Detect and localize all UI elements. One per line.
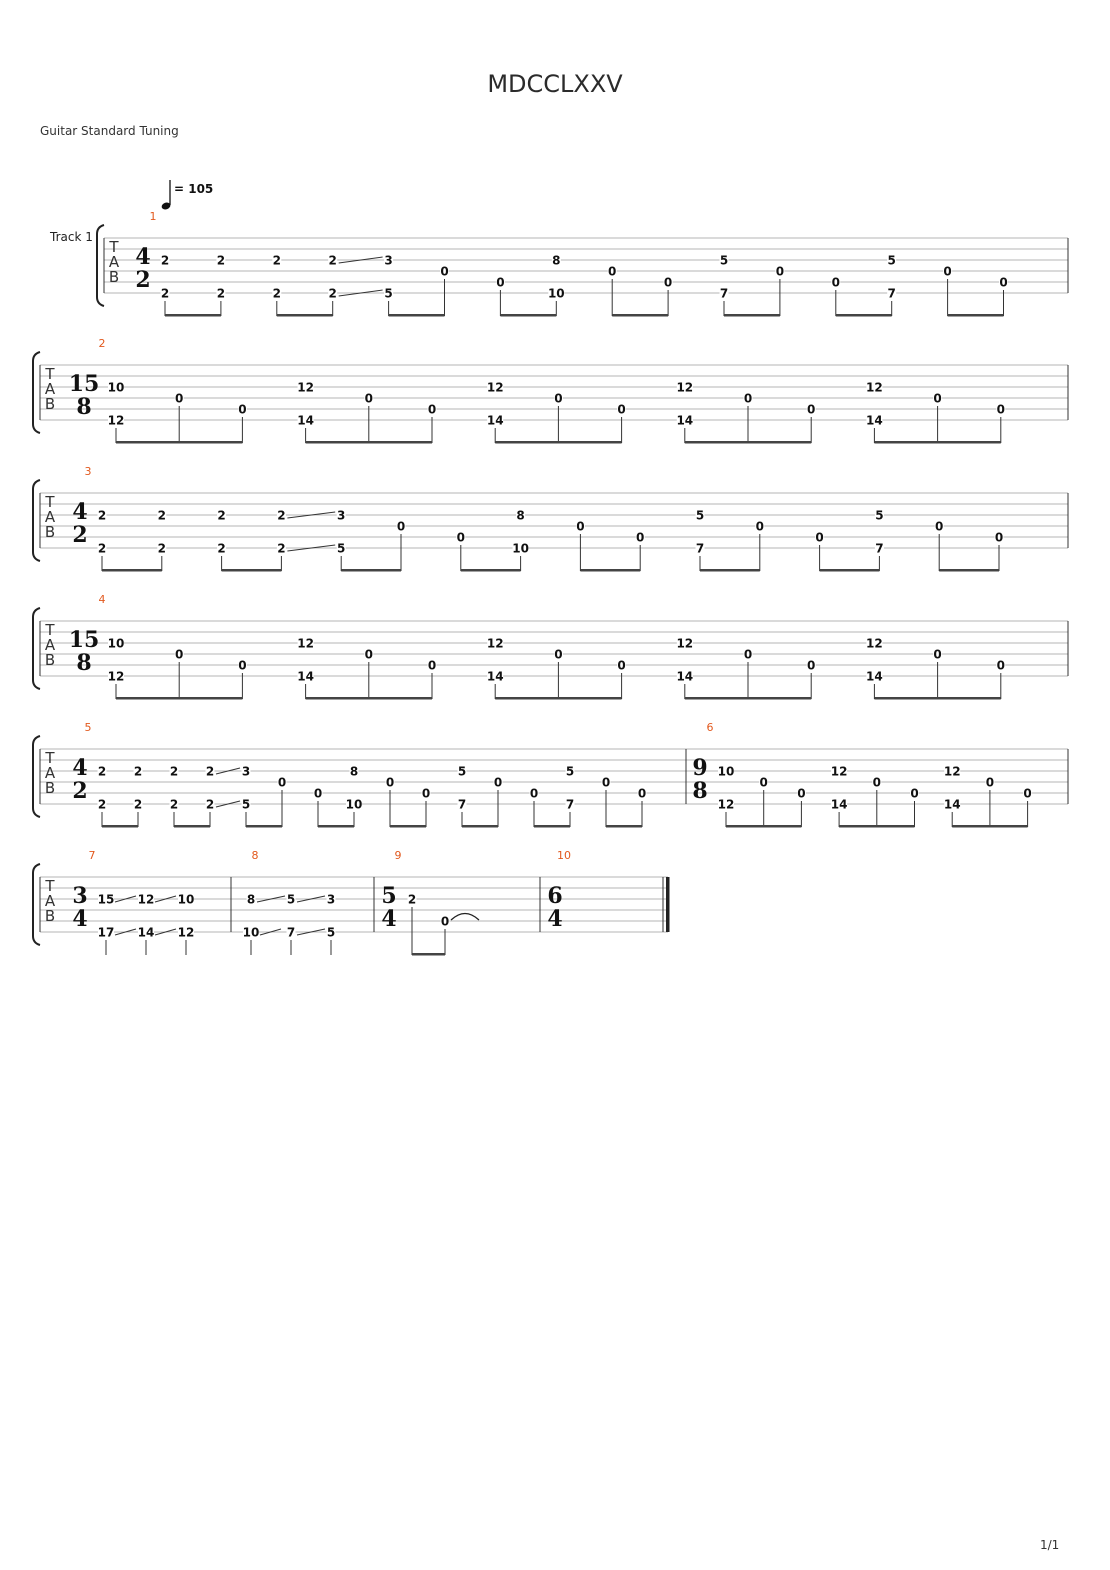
fret-number: 2 [157, 508, 166, 523]
fret-number: 14 [676, 413, 694, 428]
system-bracket [33, 736, 40, 817]
fret-number: 14 [866, 413, 883, 428]
beam [820, 569, 880, 572]
system-bracket [97, 225, 104, 306]
fret-number: 12 [830, 764, 848, 779]
beam [412, 953, 445, 956]
fret-number: 5 [565, 764, 575, 779]
beam [939, 569, 999, 572]
time-signature-bottom: 4 [72, 906, 88, 932]
bar-number: 7 [88, 849, 96, 862]
fret-number: 2 [169, 797, 179, 812]
beam [306, 697, 432, 700]
fret-number: 2 [157, 541, 166, 556]
fret-number: 14 [866, 669, 883, 684]
fret-number: 0 [617, 658, 626, 673]
fret-number: 2 [277, 508, 286, 523]
time-signature-bottom: 2 [135, 267, 151, 293]
time-signature-top: 9 [692, 755, 708, 781]
tab-clef-letter: T [45, 621, 55, 639]
fret-number: 12 [486, 636, 504, 651]
time-signature-bottom: 2 [72, 778, 88, 804]
fret-number: 0 [933, 647, 942, 662]
fret-number: 12 [486, 380, 504, 395]
fret-number: 0 [421, 786, 431, 801]
bar-number: 10 [557, 849, 571, 862]
fret-number: 0 [815, 530, 824, 545]
fret-number: 12 [177, 925, 195, 940]
tempo-marking [161, 180, 214, 211]
fret-number: 17 [97, 925, 115, 940]
fret-number: 0 [554, 391, 563, 406]
fret-number: 0 [943, 264, 952, 279]
fret-number: 0 [807, 402, 816, 417]
fret-number: 12 [943, 764, 961, 779]
fret-number: 10 [242, 925, 260, 940]
bar-number: 1 [149, 210, 157, 223]
fret-number: 3 [384, 253, 393, 268]
fret-number: 2 [97, 797, 107, 812]
tab-clef-letter: B [44, 779, 56, 797]
fret-number: 0 [456, 530, 465, 545]
fret-number: 0 [493, 775, 503, 790]
time-signature-bottom: 8 [76, 394, 92, 420]
beam [685, 441, 811, 444]
fret-number: 12 [297, 380, 314, 395]
fret-number: 12 [676, 636, 694, 651]
page-number: 1/1 [1040, 1538, 1060, 1552]
fret-number: 0 [427, 658, 437, 673]
fret-number: 5 [384, 286, 393, 301]
tempo-value: = 105 [174, 182, 214, 196]
fret-number: 0 [994, 530, 1004, 545]
fret-number: 0 [910, 786, 919, 801]
fret-number: 5 [337, 541, 346, 556]
tie-arc [451, 914, 479, 921]
fret-number: 3 [337, 508, 346, 523]
fret-number: 7 [565, 797, 575, 812]
fret-number: 0 [238, 402, 247, 417]
system-2 [33, 337, 1068, 444]
fret-number: 5 [719, 253, 729, 268]
beam [390, 825, 426, 828]
fret-number: 0 [759, 775, 768, 790]
fret-number: 5 [326, 925, 336, 940]
beam [102, 825, 138, 828]
fret-number: 0 [427, 402, 437, 417]
fret-number: 14 [297, 669, 314, 684]
fret-number: 14 [297, 413, 314, 428]
fret-number: 0 [996, 658, 1005, 673]
fret-number: 2 [133, 797, 143, 812]
beam [495, 697, 621, 700]
fret-number: 7 [887, 286, 896, 301]
beam [341, 569, 401, 572]
fret-number: 0 [601, 775, 611, 790]
tab-clef-letter: A [44, 636, 56, 654]
fret-number: 0 [529, 786, 539, 801]
fret-number: 12 [297, 636, 314, 651]
beam [580, 569, 640, 572]
fret-number: 2 [205, 797, 215, 812]
fret-number: 5 [875, 508, 884, 523]
fret-number: 0 [364, 391, 373, 406]
beam [700, 569, 760, 572]
fret-number: 0 [775, 264, 785, 279]
beam [724, 314, 780, 317]
fret-number: 10 [177, 892, 195, 907]
bar-number: 6 [706, 721, 714, 734]
beam [836, 314, 892, 317]
fret-number: 0 [238, 658, 247, 673]
tab-clef-letter: B [44, 907, 56, 925]
time-signature-top: 6 [547, 883, 563, 909]
system-bracket [33, 864, 40, 945]
fret-number: 0 [637, 786, 647, 801]
fret-number: 2 [160, 253, 170, 268]
tab-clef-letter: A [44, 764, 56, 782]
beam [534, 825, 570, 828]
fret-number: 2 [328, 286, 337, 301]
fret-number: 0 [831, 275, 840, 290]
fret-number: 5 [241, 797, 251, 812]
bar-number: 2 [98, 337, 106, 350]
fret-number: 2 [160, 286, 170, 301]
fret-number: 7 [695, 541, 705, 556]
fret-number: 0 [440, 264, 449, 279]
fret-number: 12 [107, 413, 125, 428]
fret-number: 8 [246, 892, 256, 907]
fret-number: 14 [943, 797, 961, 812]
beam [952, 825, 1027, 828]
time-signature-bottom: 2 [72, 522, 88, 548]
fret-number: 0 [554, 647, 563, 662]
fret-number: 0 [807, 658, 816, 673]
time-signature-top: 4 [72, 499, 88, 525]
fret-number: 14 [676, 669, 694, 684]
tab-clef-letter: T [45, 365, 55, 383]
fret-number: 2 [97, 508, 107, 523]
fret-number: 12 [137, 892, 155, 907]
beam [318, 825, 354, 828]
fret-number: 8 [552, 253, 561, 268]
tuning-label: Guitar Standard Tuning [40, 124, 179, 138]
fret-number: 0 [797, 786, 806, 801]
fret-number: 0 [636, 530, 645, 545]
beam [174, 825, 210, 828]
fret-number: 0 [743, 391, 753, 406]
system-3 [33, 465, 1068, 572]
fret-number: 2 [97, 764, 107, 779]
system-4 [33, 593, 1068, 700]
fret-number: 0 [364, 647, 373, 662]
bar-number: 5 [84, 721, 92, 734]
beam [948, 314, 1004, 317]
beam [726, 825, 801, 828]
fret-number: 0 [985, 775, 995, 790]
time-signature-top: 3 [72, 883, 88, 909]
fret-number: 14 [486, 669, 504, 684]
fret-number: 10 [345, 797, 363, 812]
beam [116, 697, 242, 700]
fret-number: 7 [286, 925, 296, 940]
fret-number: 12 [717, 797, 735, 812]
fret-number: 0 [496, 275, 505, 290]
fret-number: 2 [216, 253, 226, 268]
tab-clef-letter: T [45, 749, 55, 767]
fret-number: 10 [107, 636, 125, 651]
system-bracket [33, 608, 40, 689]
time-signature-bottom: 8 [76, 650, 92, 676]
fret-number: 5 [695, 508, 705, 523]
beam [389, 314, 445, 317]
fret-number: 15 [97, 892, 115, 907]
time-signature-top: 15 [68, 627, 100, 653]
fret-number: 2 [277, 541, 286, 556]
beam [277, 314, 333, 317]
fret-number: 0 [576, 519, 585, 534]
fret-number: 7 [875, 541, 884, 556]
fret-number: 14 [830, 797, 848, 812]
time-signature-top: 4 [72, 755, 88, 781]
beam [874, 697, 1000, 700]
fret-number: 14 [137, 925, 155, 940]
fret-number: 0 [608, 264, 617, 279]
fret-number: 3 [326, 892, 336, 907]
fret-number: 8 [516, 508, 525, 523]
fret-number: 10 [107, 380, 125, 395]
track-label: Track 1 [50, 230, 93, 244]
tab-clef-letter: B [44, 395, 56, 413]
fret-number: 8 [349, 764, 359, 779]
tab-clef-letter: A [108, 253, 120, 271]
fret-number: 0 [175, 391, 184, 406]
fret-number: 2 [133, 764, 143, 779]
system-5 [33, 721, 1068, 828]
fret-number: 12 [866, 636, 883, 651]
fret-number: 10 [547, 286, 565, 301]
fret-number: 0 [996, 402, 1005, 417]
beam [246, 825, 282, 828]
system-1 [49, 180, 1068, 317]
beam [606, 825, 642, 828]
beam [461, 569, 521, 572]
tab-clef-letter: B [44, 523, 56, 541]
fret-number: 2 [407, 892, 417, 907]
fret-number: 0 [396, 519, 406, 534]
fret-number: 2 [97, 541, 107, 556]
fret-number: 12 [676, 380, 694, 395]
time-signature-top: 5 [381, 883, 397, 909]
fret-number: 2 [205, 764, 215, 779]
fret-number: 0 [935, 519, 944, 534]
fret-number: 0 [1023, 786, 1032, 801]
bar-number: 8 [251, 849, 259, 862]
fret-number: 2 [217, 541, 226, 556]
beam [874, 441, 1000, 444]
beam [116, 441, 242, 444]
fret-number: 0 [313, 786, 323, 801]
fret-number: 0 [175, 647, 184, 662]
fret-number: 2 [216, 286, 226, 301]
beam [165, 314, 221, 317]
fret-number: 12 [107, 669, 125, 684]
fret-number: 7 [719, 286, 729, 301]
bar-number: 9 [394, 849, 402, 862]
time-signature-bottom: 4 [381, 906, 397, 932]
fret-number: 3 [241, 764, 251, 779]
tab-clef-letter: B [108, 268, 120, 286]
tab-clef-letter: T [45, 877, 55, 895]
beam [839, 825, 914, 828]
tab-clef-letter: A [44, 380, 56, 398]
fret-number: 0 [440, 914, 450, 929]
final-barline-thick [666, 877, 670, 932]
fret-number: 0 [743, 647, 753, 662]
fret-number: 2 [169, 764, 179, 779]
beam [102, 569, 162, 572]
beam [462, 825, 498, 828]
bar-number: 3 [84, 465, 92, 478]
fret-number: 5 [887, 253, 896, 268]
fret-number: 5 [286, 892, 296, 907]
beam [500, 314, 556, 317]
beam [685, 697, 811, 700]
tab-clef-letter: A [44, 508, 56, 526]
fret-number: 14 [486, 413, 504, 428]
system-bracket [33, 352, 40, 433]
time-signature-top: 15 [68, 371, 100, 397]
fret-number: 12 [866, 380, 883, 395]
fret-number: 0 [999, 275, 1008, 290]
fret-number: 2 [272, 253, 281, 268]
tab-clef-letter: B [44, 651, 56, 669]
fret-number: 0 [277, 775, 287, 790]
beam [495, 441, 621, 444]
fret-number: 2 [328, 253, 337, 268]
beam [306, 441, 432, 444]
fret-number: 0 [663, 275, 673, 290]
time-signature-top: 4 [135, 244, 151, 270]
fret-number: 0 [872, 775, 881, 790]
fret-number: 0 [617, 402, 626, 417]
beam [222, 569, 282, 572]
fret-number: 10 [717, 764, 735, 779]
tab-clef-letter: T [45, 493, 55, 511]
fret-number: 0 [385, 775, 395, 790]
bar-number: 4 [98, 593, 106, 606]
fret-number: 0 [933, 391, 942, 406]
tab-clef-letter: A [44, 892, 56, 910]
fret-number: 2 [217, 508, 226, 523]
fret-number: 7 [457, 797, 467, 812]
fret-number: 2 [272, 286, 281, 301]
tab-clef-letter: T [109, 238, 119, 256]
system-bracket [33, 480, 40, 561]
fret-number: 10 [512, 541, 529, 556]
time-signature-bottom: 8 [692, 778, 708, 804]
time-signature-bottom: 4 [547, 906, 563, 932]
system-6 [33, 849, 670, 956]
score-title: MDCCLXXV [487, 70, 623, 98]
beam [612, 314, 668, 317]
fret-number: 5 [457, 764, 467, 779]
fret-number: 0 [755, 519, 764, 534]
